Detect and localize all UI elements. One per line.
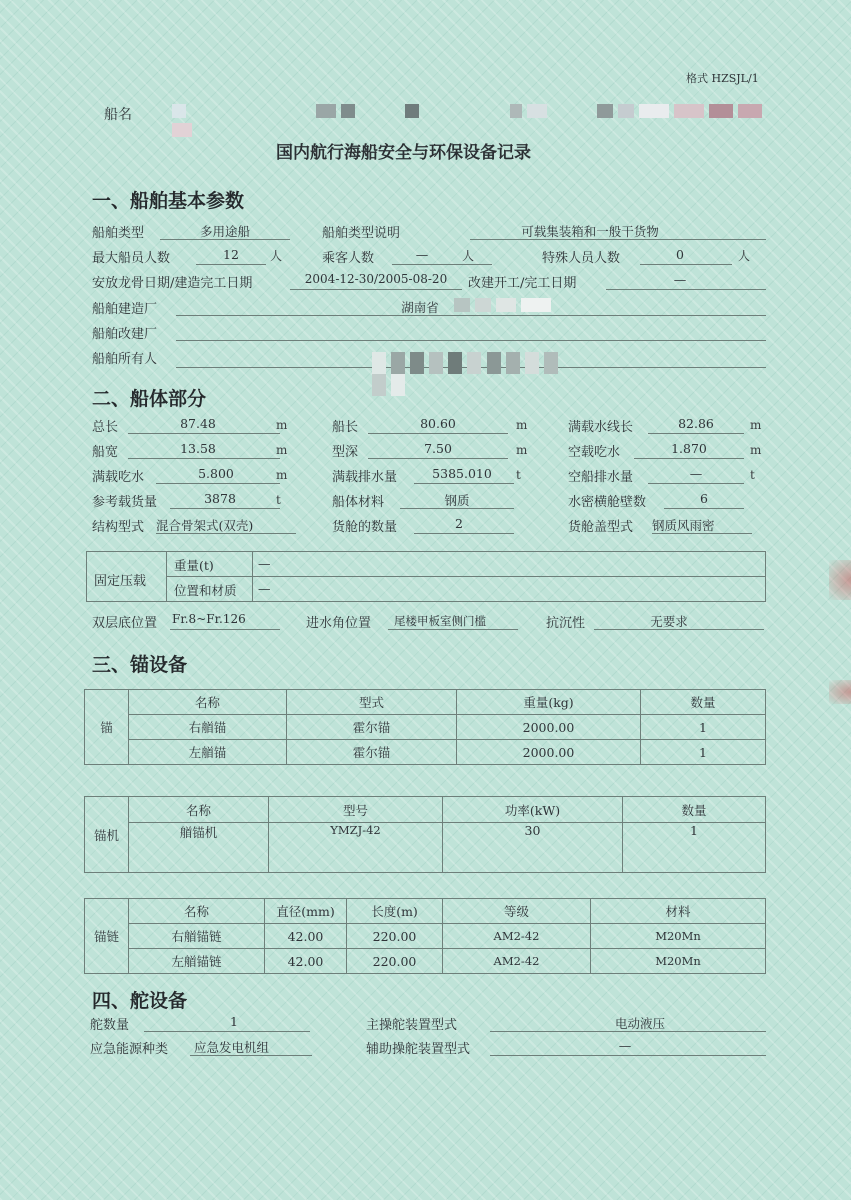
- table-row: [85, 949, 766, 974]
- flood-angle-value: 尾楼甲板室侧门槛: [394, 614, 486, 628]
- table-cell: 艏锚机: [129, 823, 269, 873]
- redacted-owner: [372, 352, 572, 374]
- owner-label: 船舶所有人: [92, 352, 158, 367]
- bulkhead-label: 水密横舱壁数: [568, 495, 647, 510]
- section-anchor-title: 三、锚设备: [92, 654, 188, 676]
- full-draft-value: 5.800: [198, 466, 234, 481]
- aux-steering-label: 辅助操舵装置型式: [366, 1042, 471, 1057]
- table-cell: 220.00: [347, 924, 443, 949]
- windlass-group-label: 锚机: [85, 797, 129, 873]
- ballast-pos-value: —: [258, 581, 271, 596]
- table-cell: M20Mn: [591, 949, 766, 974]
- table-cell: 霍尔锚: [287, 740, 457, 765]
- passenger-label: 乘客人数: [322, 251, 375, 266]
- anchor-table: [84, 689, 766, 765]
- rudder-count-label: 舵数量: [90, 1018, 130, 1033]
- table-cell: 42.00: [265, 924, 347, 949]
- redacted-builder: [454, 298, 564, 312]
- ballast-label: 固定压载: [94, 574, 147, 589]
- anchor-header-type: 型式: [287, 690, 457, 715]
- table-cell: 42.00: [265, 949, 347, 974]
- lwl-value: 82.86: [678, 416, 714, 431]
- light-disp-value: —: [689, 466, 703, 481]
- double-bottom-label: 双层底位置: [92, 616, 158, 631]
- windlass-header-model: 型号: [269, 797, 443, 823]
- light-draft-value: 1.870: [671, 441, 707, 456]
- loa-value: 87.48: [180, 416, 216, 431]
- builder-value: 湖南省: [401, 300, 439, 315]
- structure-value: 混合骨架式(双壳): [156, 518, 254, 533]
- table-row: [85, 823, 766, 873]
- table-cell: YMZJ-42: [269, 823, 443, 873]
- light-disp-label: 空船排水量: [568, 470, 634, 485]
- special-unit: 人: [738, 249, 751, 263]
- anchor-header-weight: 重量(kg): [457, 690, 641, 715]
- table-cell: 1: [641, 740, 766, 765]
- document-title: 国内航行海船安全与环保设备记录: [276, 143, 531, 163]
- table-cell: 左艏锚: [129, 740, 287, 765]
- redacted-ship-name: [172, 104, 782, 118]
- chain-header-grade: 等级: [443, 899, 591, 924]
- chain-header-name: 名称: [129, 899, 265, 924]
- aux-steering-value: —: [618, 1038, 632, 1053]
- special-value: 0: [676, 247, 684, 262]
- table-cell: 30: [443, 823, 623, 873]
- anchor-header-qty: 数量: [641, 690, 766, 715]
- lbp-label: 船长: [332, 420, 359, 435]
- table-cell: 2000.00: [457, 740, 641, 765]
- full-disp-label: 满载排水量: [332, 470, 398, 485]
- structure-label: 结构型式: [92, 520, 145, 535]
- lwl-label: 满载水线长: [568, 420, 634, 435]
- table-row: [85, 740, 766, 765]
- keel-date-label: 安放龙骨日期/建造完工日期: [92, 276, 253, 291]
- main-steering-value: 电动液压: [614, 1016, 665, 1031]
- windlass-header-power: 功率(kW): [443, 797, 623, 823]
- unsinkability-value: 无要求: [650, 614, 688, 629]
- windlass-header-qty: 数量: [623, 797, 766, 823]
- table-cell: 霍尔锚: [287, 715, 457, 740]
- beam-label: 船宽: [92, 445, 119, 460]
- rebuild-date-label: 改建开工/完工日期: [468, 276, 577, 291]
- light-draft-label: 空载吃水: [568, 445, 621, 460]
- main-steering-label: 主操舵装置型式: [366, 1018, 458, 1033]
- full-disp-unit: t: [516, 468, 521, 482]
- full-draft-unit: m: [276, 468, 288, 482]
- ship-type-value: 多用途船: [199, 224, 250, 239]
- table-row: [85, 924, 766, 949]
- beam-unit: m: [276, 443, 288, 457]
- emergency-power-label: 应急能源种类: [90, 1042, 169, 1057]
- windlass-header-name: 名称: [129, 797, 269, 823]
- light-disp-unit: t: [750, 468, 755, 482]
- builder-label: 船舶建造厂: [92, 302, 158, 317]
- depth-value: 7.50: [424, 441, 452, 456]
- hatch-value: 钢质风雨密: [652, 518, 715, 533]
- full-disp-value: 5385.010: [432, 466, 492, 481]
- table-cell: 1: [623, 823, 766, 873]
- ref-load-label: 参考载货量: [92, 495, 158, 510]
- table-cell: 2000.00: [457, 715, 641, 740]
- flood-angle-label: 进水角位置: [306, 616, 372, 631]
- material-value: 钢质: [444, 493, 470, 508]
- material-label: 船体材料: [332, 495, 385, 510]
- ship-name-label: 船名: [104, 107, 132, 123]
- ballast-pos-label: 位置和材质: [174, 583, 237, 598]
- loa-unit: m: [276, 418, 288, 432]
- lwl-unit: m: [750, 418, 762, 432]
- table-cell: M20Mn: [591, 924, 766, 949]
- edge-stain: [829, 560, 851, 600]
- ballast-weight-label: 重量(t): [174, 558, 214, 573]
- ballast-weight-value: —: [258, 556, 271, 571]
- section-basic-title: 一、船舶基本参数: [92, 190, 245, 212]
- full-draft-label: 满载吃水: [92, 470, 145, 485]
- holds-value: 2: [455, 516, 463, 531]
- table-row: [85, 715, 766, 740]
- ref-load-value: 3878: [204, 491, 236, 506]
- anchor-header-name: 名称: [129, 690, 287, 715]
- keel-date-value: 2004-12-30/2005-08-20: [304, 272, 448, 286]
- rebuilder-label: 船舶改建厂: [92, 327, 158, 342]
- special-label: 特殊人员人数: [542, 251, 621, 266]
- ref-load-unit: t: [276, 493, 281, 507]
- emergency-power-value: 应急发电机组: [194, 1040, 270, 1055]
- lbp-value: 80.60: [420, 416, 456, 431]
- table-cell: AM2-42: [443, 949, 591, 974]
- table-cell: 左艏锚链: [129, 949, 265, 974]
- light-draft-unit: m: [750, 443, 762, 457]
- chain-header-length: 长度(m): [347, 899, 443, 924]
- rebuild-date-value: —: [673, 272, 687, 287]
- chain-group-label: 锚链: [85, 899, 129, 974]
- type-desc-label: 船舶类型说明: [322, 226, 401, 241]
- chain-header-diameter: 直径(mm): [265, 899, 347, 924]
- table-cell: AM2-42: [443, 924, 591, 949]
- chain-header-material: 材料: [591, 899, 766, 924]
- unsinkability-label: 抗沉性: [546, 616, 586, 631]
- passenger-unit: 人: [462, 249, 475, 263]
- hatch-label: 货舱盖型式: [568, 520, 634, 535]
- type-desc-value: 可载集装箱和一般干货物: [521, 224, 659, 239]
- double-bottom-value: Fr.8~Fr.126: [172, 612, 246, 626]
- passenger-value: —: [415, 247, 429, 262]
- section-hull-title: 二、船体部分: [92, 388, 207, 410]
- section-rudder-title: 四、舵设备: [92, 990, 188, 1012]
- crew-unit: 人: [270, 249, 283, 263]
- depth-unit: m: [516, 443, 528, 457]
- max-crew-value: 12: [223, 247, 239, 262]
- table-cell: 220.00: [347, 949, 443, 974]
- ship-type-label: 船舶类型: [92, 226, 145, 241]
- lbp-unit: m: [516, 418, 528, 432]
- holds-label: 货舱的数量: [332, 520, 398, 535]
- table-cell: 右艏锚链: [129, 924, 265, 949]
- rudder-count-value: 1: [230, 1014, 238, 1029]
- anchor-group-label: 锚: [85, 690, 129, 765]
- format-code: 格式 HZSJL/1: [686, 72, 759, 85]
- loa-label: 总长: [92, 420, 119, 435]
- table-cell: 1: [641, 715, 766, 740]
- chain-table: [84, 898, 766, 974]
- table-cell: 右艏锚: [129, 715, 287, 740]
- beam-value: 13.58: [180, 441, 216, 456]
- windlass-table: [84, 796, 766, 873]
- max-crew-label: 最大船员人数: [92, 251, 171, 266]
- edge-stain: [829, 680, 851, 704]
- depth-label: 型深: [332, 445, 359, 460]
- bulkhead-value: 6: [700, 491, 708, 506]
